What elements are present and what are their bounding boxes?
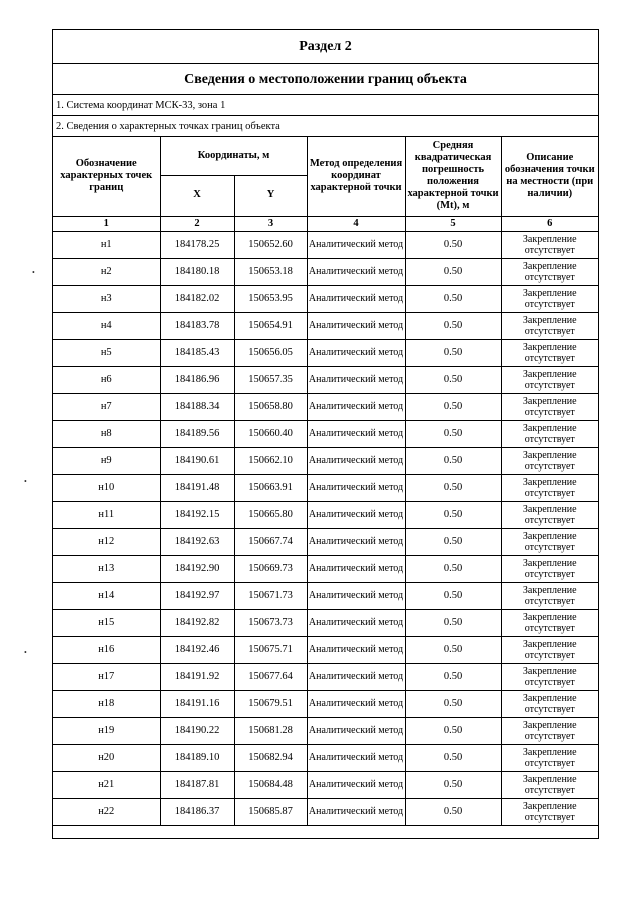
error-cell: 0.50	[405, 501, 501, 528]
x-coordinate-cell: 184192.46	[160, 636, 234, 663]
method-cell: Аналитический метод	[307, 690, 405, 717]
point-id-cell: н18	[53, 690, 160, 717]
method-cell: Аналитический метод	[307, 555, 405, 582]
method-cell: Аналитический метод	[307, 231, 405, 258]
description-cell: Закрепление отсутствует	[501, 474, 598, 501]
method-cell: Аналитический метод	[307, 582, 405, 609]
header-description: Описание обозначения точки на местности (при наличии)	[501, 137, 598, 216]
description-cell: Закрепление отсутствует	[501, 690, 598, 717]
point-id-cell: н2	[53, 258, 160, 285]
point-id-cell: н3	[53, 285, 160, 312]
method-cell: Аналитический метод	[307, 528, 405, 555]
method-cell: Аналитический метод	[307, 717, 405, 744]
point-id-cell: н17	[53, 663, 160, 690]
points-caption: 2. Сведения о характерных точках границ объекта	[53, 116, 598, 137]
y-coordinate-cell: 150660.40	[234, 420, 307, 447]
y-coordinate-cell: 150682.94	[234, 744, 307, 771]
method-cell: Аналитический метод	[307, 663, 405, 690]
table-row	[53, 501, 598, 528]
y-coordinate-cell: 150673.73	[234, 609, 307, 636]
point-id-cell: н20	[53, 744, 160, 771]
description-cell: Закрепление отсутствует	[501, 582, 598, 609]
scan-speck: •	[24, 477, 27, 486]
point-id-cell: н8	[53, 420, 160, 447]
table-row	[53, 771, 598, 798]
y-coordinate-cell: 150681.28	[234, 717, 307, 744]
description-cell: Закрепление отсутствует	[501, 312, 598, 339]
x-coordinate-cell: 184190.22	[160, 717, 234, 744]
x-coordinate-cell: 184187.81	[160, 771, 234, 798]
points-table	[53, 137, 598, 826]
method-cell: Аналитический метод	[307, 744, 405, 771]
x-coordinate-cell: 184189.10	[160, 744, 234, 771]
scan-speck: •	[32, 268, 35, 277]
point-id-cell: н6	[53, 366, 160, 393]
error-cell: 0.50	[405, 744, 501, 771]
y-coordinate-cell: 150653.95	[234, 285, 307, 312]
header-coordinates: Координаты, м	[160, 137, 307, 175]
point-id-cell: н1	[53, 231, 160, 258]
description-cell: Закрепление отсутствует	[501, 231, 598, 258]
table-footer-space	[53, 826, 598, 838]
y-coordinate-cell: 150662.10	[234, 447, 307, 474]
error-cell: 0.50	[405, 231, 501, 258]
x-coordinate-cell: 184192.82	[160, 609, 234, 636]
description-cell: Закрепление отсутствует	[501, 717, 598, 744]
error-cell: 0.50	[405, 258, 501, 285]
method-cell: Аналитический метод	[307, 420, 405, 447]
point-id-cell: н12	[53, 528, 160, 555]
method-cell: Аналитический метод	[307, 771, 405, 798]
description-cell: Закрепление отсутствует	[501, 663, 598, 690]
y-coordinate-cell: 150677.64	[234, 663, 307, 690]
method-cell: Аналитический метод	[307, 339, 405, 366]
table-row	[53, 636, 598, 663]
x-coordinate-cell: 184190.61	[160, 447, 234, 474]
description-cell: Закрепление отсутствует	[501, 798, 598, 825]
x-coordinate-cell: 184180.18	[160, 258, 234, 285]
column-numbers-row	[53, 216, 598, 231]
column-number: 2	[160, 216, 234, 231]
point-id-cell: н9	[53, 447, 160, 474]
error-cell: 0.50	[405, 447, 501, 474]
error-cell: 0.50	[405, 555, 501, 582]
method-cell: Аналитический метод	[307, 474, 405, 501]
point-id-cell: н22	[53, 798, 160, 825]
method-cell: Аналитический метод	[307, 312, 405, 339]
y-coordinate-cell: 150669.73	[234, 555, 307, 582]
point-id-cell: н13	[53, 555, 160, 582]
table-row	[53, 663, 598, 690]
table-row	[53, 744, 598, 771]
x-coordinate-cell: 184192.90	[160, 555, 234, 582]
table-row	[53, 312, 598, 339]
method-cell: Аналитический метод	[307, 609, 405, 636]
point-id-cell: н5	[53, 339, 160, 366]
description-cell: Закрепление отсутствует	[501, 339, 598, 366]
table-row	[53, 474, 598, 501]
point-id-cell: н15	[53, 609, 160, 636]
y-coordinate-cell: 150652.60	[234, 231, 307, 258]
point-id-cell: н10	[53, 474, 160, 501]
main-title: Сведения о местоположении границ объекта	[53, 64, 598, 95]
description-cell: Закрепление отсутствует	[501, 366, 598, 393]
table-row	[53, 555, 598, 582]
column-number: 5	[405, 216, 501, 231]
description-cell: Закрепление отсутствует	[501, 285, 598, 312]
column-number: 4	[307, 216, 405, 231]
points-table-body	[53, 231, 598, 825]
header-x: X	[160, 175, 234, 216]
x-coordinate-cell: 184192.15	[160, 501, 234, 528]
x-coordinate-cell: 184192.97	[160, 582, 234, 609]
y-coordinate-cell: 150657.35	[234, 366, 307, 393]
description-cell: Закрепление отсутствует	[501, 771, 598, 798]
table-row	[53, 582, 598, 609]
error-cell: 0.50	[405, 366, 501, 393]
table-row	[53, 528, 598, 555]
x-coordinate-cell: 184192.63	[160, 528, 234, 555]
description-cell: Закрепление отсутствует	[501, 501, 598, 528]
x-coordinate-cell: 184183.78	[160, 312, 234, 339]
description-cell: Закрепление отсутствует	[501, 447, 598, 474]
y-coordinate-cell: 150675.71	[234, 636, 307, 663]
error-cell: 0.50	[405, 474, 501, 501]
table-row	[53, 231, 598, 258]
column-number: 1	[53, 216, 160, 231]
column-number: 6	[501, 216, 598, 231]
error-cell: 0.50	[405, 285, 501, 312]
point-id-cell: н16	[53, 636, 160, 663]
y-coordinate-cell: 150671.73	[234, 582, 307, 609]
description-cell: Закрепление отсутствует	[501, 555, 598, 582]
y-coordinate-cell: 150663.91	[234, 474, 307, 501]
error-cell: 0.50	[405, 582, 501, 609]
table-row	[53, 717, 598, 744]
header-designation: Обозначение характерных точек границ	[53, 137, 160, 216]
description-cell: Закрепление отсутствует	[501, 420, 598, 447]
method-cell: Аналитический метод	[307, 447, 405, 474]
point-id-cell: н4	[53, 312, 160, 339]
point-id-cell: н14	[53, 582, 160, 609]
table-row	[53, 339, 598, 366]
point-id-cell: н21	[53, 771, 160, 798]
error-cell: 0.50	[405, 798, 501, 825]
coord-system-line: 1. Система координат МСК-33, зона 1	[53, 95, 598, 116]
description-cell: Закрепление отсутствует	[501, 609, 598, 636]
y-coordinate-cell: 150685.87	[234, 798, 307, 825]
x-coordinate-cell: 184186.37	[160, 798, 234, 825]
document-sheet	[52, 29, 599, 839]
point-id-cell: н7	[53, 393, 160, 420]
description-cell: Закрепление отсутствует	[501, 528, 598, 555]
description-cell: Закрепление отсутствует	[501, 636, 598, 663]
error-cell: 0.50	[405, 339, 501, 366]
error-cell: 0.50	[405, 609, 501, 636]
y-coordinate-cell: 150653.18	[234, 258, 307, 285]
point-id-cell: н19	[53, 717, 160, 744]
x-coordinate-cell: 184188.34	[160, 393, 234, 420]
table-row	[53, 393, 598, 420]
x-coordinate-cell: 184191.16	[160, 690, 234, 717]
error-cell: 0.50	[405, 690, 501, 717]
method-cell: Аналитический метод	[307, 798, 405, 825]
y-coordinate-cell: 150658.80	[234, 393, 307, 420]
table-row	[53, 798, 598, 825]
table-row	[53, 285, 598, 312]
table-row	[53, 447, 598, 474]
error-cell: 0.50	[405, 528, 501, 555]
x-coordinate-cell: 184191.48	[160, 474, 234, 501]
header-error: Средняя квадратическая погрешность положения характерной точки (Mt), м	[405, 137, 501, 216]
y-coordinate-cell: 150667.74	[234, 528, 307, 555]
description-cell: Закрепление отсутствует	[501, 744, 598, 771]
method-cell: Аналитический метод	[307, 501, 405, 528]
table-row	[53, 690, 598, 717]
y-coordinate-cell: 150684.48	[234, 771, 307, 798]
y-coordinate-cell: 150654.91	[234, 312, 307, 339]
x-coordinate-cell: 184186.96	[160, 366, 234, 393]
error-cell: 0.50	[405, 420, 501, 447]
point-id-cell: н11	[53, 501, 160, 528]
method-cell: Аналитический метод	[307, 366, 405, 393]
error-cell: 0.50	[405, 312, 501, 339]
error-cell: 0.50	[405, 636, 501, 663]
x-coordinate-cell: 184191.92	[160, 663, 234, 690]
y-coordinate-cell: 150679.51	[234, 690, 307, 717]
error-cell: 0.50	[405, 663, 501, 690]
table-row	[53, 609, 598, 636]
method-cell: Аналитический метод	[307, 258, 405, 285]
scan-speck: •	[24, 648, 27, 657]
header-method: Метод определения координат характерной точки	[307, 137, 405, 216]
error-cell: 0.50	[405, 393, 501, 420]
table-row	[53, 258, 598, 285]
method-cell: Аналитический метод	[307, 285, 405, 312]
error-cell: 0.50	[405, 771, 501, 798]
header-y: Y	[234, 175, 307, 216]
error-cell: 0.50	[405, 717, 501, 744]
method-cell: Аналитический метод	[307, 636, 405, 663]
table-row	[53, 420, 598, 447]
table-row	[53, 366, 598, 393]
y-coordinate-cell: 150656.05	[234, 339, 307, 366]
x-coordinate-cell: 184178.25	[160, 231, 234, 258]
x-coordinate-cell: 184182.02	[160, 285, 234, 312]
x-coordinate-cell: 184189.56	[160, 420, 234, 447]
description-cell: Закрепление отсутствует	[501, 258, 598, 285]
x-coordinate-cell: 184185.43	[160, 339, 234, 366]
method-cell: Аналитический метод	[307, 393, 405, 420]
section-title: Раздел 2	[53, 30, 598, 64]
y-coordinate-cell: 150665.80	[234, 501, 307, 528]
description-cell: Закрепление отсутствует	[501, 393, 598, 420]
column-number: 3	[234, 216, 307, 231]
